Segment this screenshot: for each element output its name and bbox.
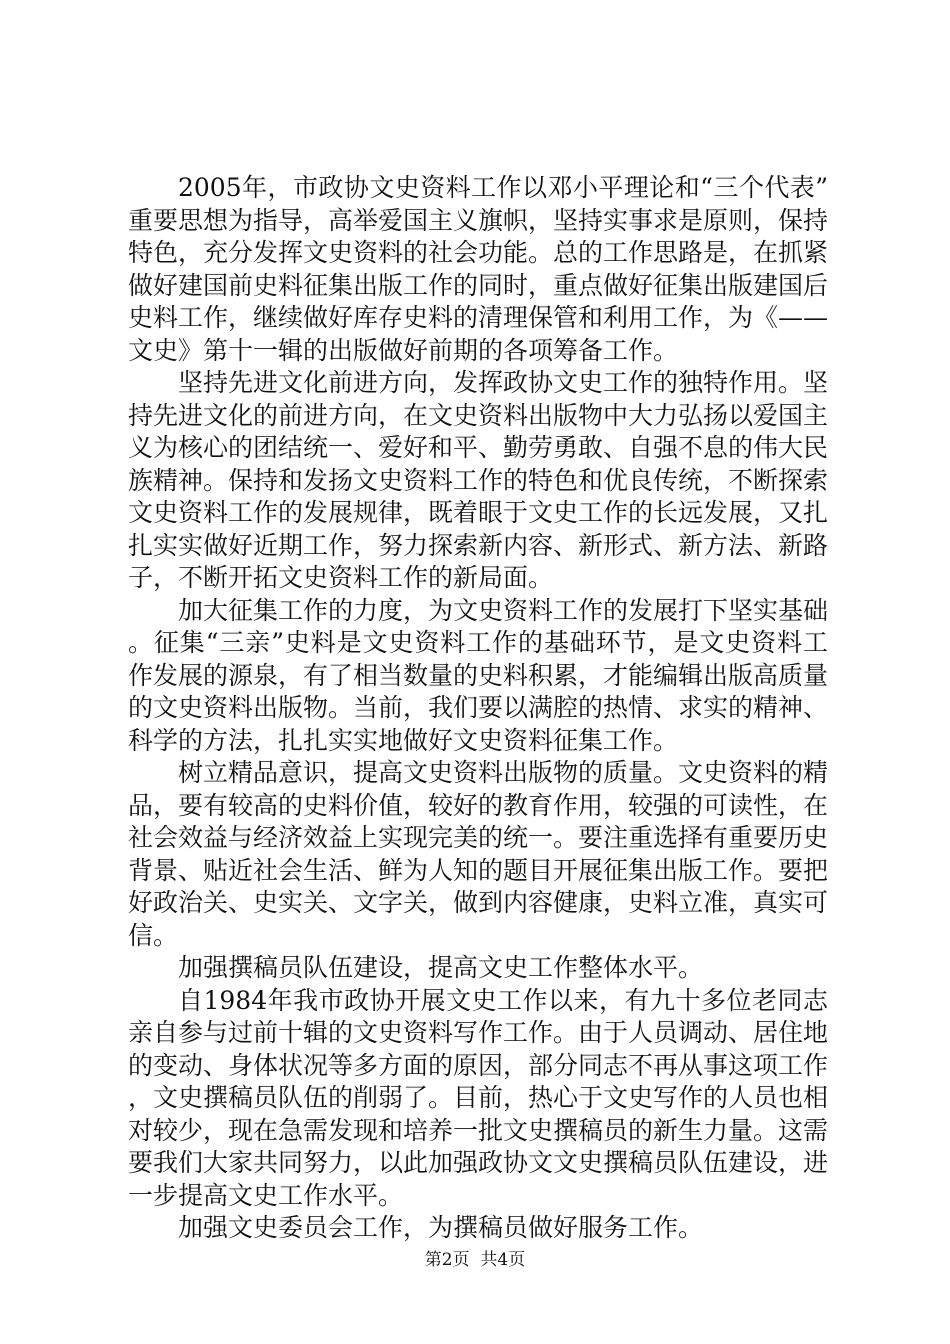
page-footer: 第2页 共4页 — [424, 1250, 526, 1270]
paragraph-6: 自1984年我市政协开展文史工作以来，有九十多位老同志亲自参与过前十辑的文史资料写作工作。由于人员调动、居住地的变动、身体状况等多方面的原因，部分同志不再从事这项工作，文史撰稿员队伍的削弱了。目前，热心于文史写作的人员也相对较少，现在急需发现和培养一批文史撰稿员的新生力量。这需要我们大家共同努力，以此加强政协文文史撰稿员队伍建设，进一步提高文史工作水平。 — [128, 985, 829, 1210]
paragraph-2: 坚持先进文化前进方向，发挥政协文史工作的独特作用。坚持先进文化的前进方向，在文史资料出版物中大力弘扬以爱国主义为核心的团结统一、爱好和平、勤劳勇敢、自强不息的伟大民族精神。保持和发扬文史资料工作的特色和优良传统，不断探索文史资料工作的发展规律，既着眼于文史工作的长远发展，又扎扎实实做好近期工作，努力探索新内容、新形式、新方法、新路子，不断开拓文史资料工作的新局面。 — [128, 368, 829, 592]
paragraph-1: 2005年，市政协文史资料工作以邓小平理论和“三个代表”重要思想为指导，高举爱国主义旗帜，坚持实事求是原则，保持特色，充分发挥文史资料的社会功能。总的工作思路是，在抓紧做好建国前史料征集出版工作的同时，重点做好征集出版建国后史料工作，继续做好库存史料的清理保管和利用工作，为《——文史》第十一辑的出版做好前期的各项筹备工作。 — [128, 173, 829, 365]
paragraph-3: 加大征集工作的力度，为文史资料工作的发展打下坚实基础。征集“三亲”史料是文史资料工作的基础环节，是文史资料工作发展的源泉，有了相当数量的史料积累，才能编辑出版高质量的文史资料出版物。当前，我们要以满腔的热情、求实的精神、科学的方法，扎扎实实地做好文史资料征集工作。 — [128, 595, 829, 755]
paragraph-4: 树立精品意识，提高文史资料出版物的质量。文史资料的精品，要有较高的史料价值，较好的教育作用，较强的可读性，在社会效益与经济效益上实现完美的统一。要注重选择有重要历史背景、贴近社会生活、鲜为人知的题目开展征集出版工作。要把好政治关、史实关、文字关，做到内容健康，史料立准，真实可信。 — [128, 758, 829, 950]
body-text — [128, 172, 828, 1245]
paragraph-7: 加强文史委员会工作，为撰稿员做好服务工作。 — [178, 1213, 704, 1242]
paragraph-5: 加强撰稿员队伍建设，提高文史工作整体水平。 — [178, 953, 704, 982]
